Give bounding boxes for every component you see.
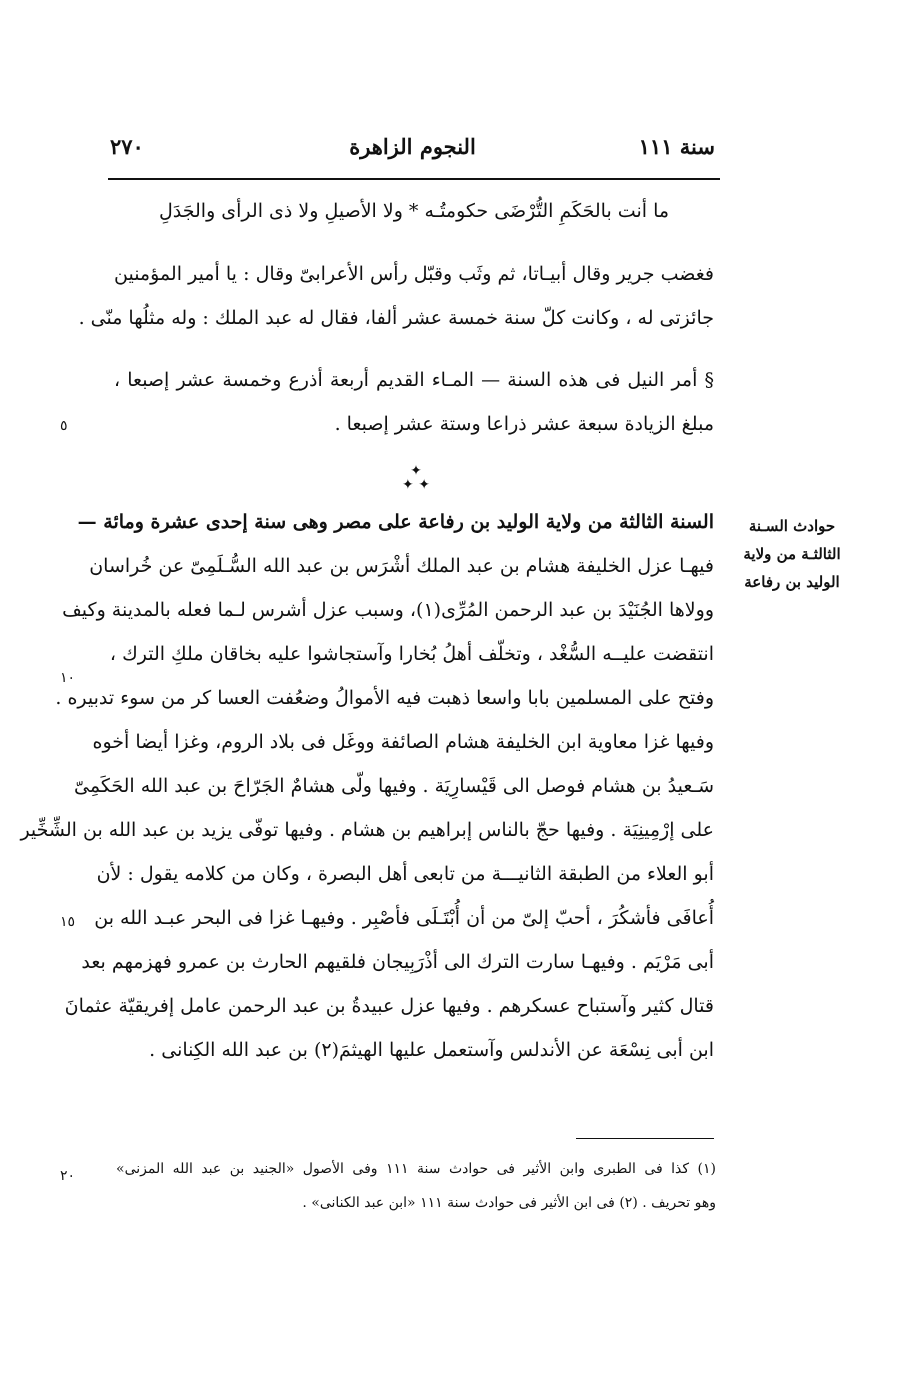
header-rule xyxy=(108,178,720,180)
text-line: أبو العلاء من الطبقة الثانيـــة من تابعى أهل البصرة ، وكان من كلامه يقول : لأن xyxy=(96,863,714,885)
line-number: ١٥ xyxy=(60,914,76,930)
text-line: وفتح على المسلمين بابا واسعا ذهبت فيه الأموالُ وضعُفت العسا كر من سوء تدبيره . xyxy=(55,687,714,709)
running-head-title: النجوم الزاهرة xyxy=(349,134,476,159)
text-line: مبلغ الزيادة سبعة عشر ذراعا وستة عشر إصبعا . xyxy=(334,413,714,435)
margin-note-line: الوليد بن رفاعة xyxy=(744,573,840,591)
text-line: على إرْمِينِيَة . وفيها حجّ بالناس إبراهيم بن هشام . وفيها توفّى يزيد بن عبد الله بن الشِّخِّير xyxy=(20,819,714,841)
margin-note-line: الثالثـة من ولاية xyxy=(743,545,841,563)
poem-verse: ما أنت بالحَكَمِ التُّرْضَى حكومتُـه * ولا الأصيلِ ولا ذى الرأى والجَدَلِ xyxy=(158,200,670,222)
page-number: ٢٧٠ xyxy=(110,134,144,159)
page-header xyxy=(110,134,715,174)
text-line: ابن أبى نِسْعَة عن الأندلس وآستعمل عليها الهيثمَ(٢) بن عبد الله الكِنانى . xyxy=(149,1039,714,1061)
text-line: انتقضت عليــه السُّغْد ، وتخلّف أهلُ بُخارا وآستجاشوا عليه بخاقان ملكِ الترك ، xyxy=(109,643,714,665)
running-head-year: سنة ١١١ xyxy=(638,134,715,159)
line-number: ١٠ xyxy=(60,670,76,686)
text-line: وفيها غزا معاوية ابن الخليفة هشام الصائفة ووغَل فى بلاد الروم، وغزا أيضا أخوه xyxy=(92,731,714,753)
text-line: أُعافَى فأشكُرَ ، أحبّ إلىّ من أن أُبْتَـلَى فأصْبِر . وفيهـا غزا فى البحر عبـد الله بن xyxy=(94,907,714,929)
text-line: فغضب جرير وقال أبيـاتا، ثم وثَب وقبّل رأس الأعرابىّ وقال : يا أمير المؤمنين xyxy=(114,263,714,285)
text-line: سَـعيدُ بن هشام فوصل الى قَيْسارِيَة . وفيها ولّى هشامٌ الجَرّاحَ بن عبد الله الحَكَمِىّ xyxy=(74,775,714,797)
nile-report xyxy=(114,358,714,446)
line-number: ٥ xyxy=(60,418,68,434)
section-ornament: ✦ ✦ ✦ xyxy=(402,463,430,493)
footnote-line: وهو تحريف . (٢) فى ابن الأثير فى حوادث سنة ١١١ «ابن عبد الكنانى» . xyxy=(302,1195,716,1211)
margin-note xyxy=(736,512,848,596)
text-line: فيهـا عزل الخليفة هشام بن عبد الملك أشْرَس بن عبد الله السُّـلَمِىّ عن خُراسان xyxy=(89,555,714,577)
text-line: قتال كثير وآستباح عسكرهم . وفيها عزل عبيدةُ بن عبد الرحمن عامل إفريقيّة عثمانَ xyxy=(64,995,714,1017)
paragraph-jarir xyxy=(78,252,714,340)
section-first-line: السنة الثالثة من ولاية الوليد بن رفاعة على مصر وهى سنة إحدى عشرة ومائة — xyxy=(77,511,714,533)
footnote-rule xyxy=(576,1138,714,1139)
text-line: وولاها الجُنَيْدَ بن عبد الرحمن المُرِّى(١)، وسبب عزل أشرس لـما فعله بالمدينة وكيف xyxy=(62,599,714,621)
text-line: § أمر النيل فى هذه السنة — المـاء القديم أربعة أذرع وخمسة عشر إصبعا ، xyxy=(114,369,714,391)
footnotes xyxy=(116,1152,716,1220)
margin-note-line: حوادث السـنة xyxy=(748,517,836,535)
text-line: أبى مَرْيَم . وفيهـا سارت الترك الى أذْرَبِيجان فلقيهم الحارث بن عمرو فهزمهم بعد xyxy=(81,951,714,973)
text-line: جائزتى له ، وكانت كلّ سنة خمسة عشر ألفا، فقال له عبد الملك : وله مثلُها منّى . xyxy=(78,307,714,329)
line-number: ٢٠ xyxy=(60,1168,76,1184)
footnote-line: (١) كذا فى الطبرى وابن الأثير فى حوادث سنة ١١١ وفى الأصول «الجنيد بن عبد الله المزنى» xyxy=(116,1161,716,1177)
